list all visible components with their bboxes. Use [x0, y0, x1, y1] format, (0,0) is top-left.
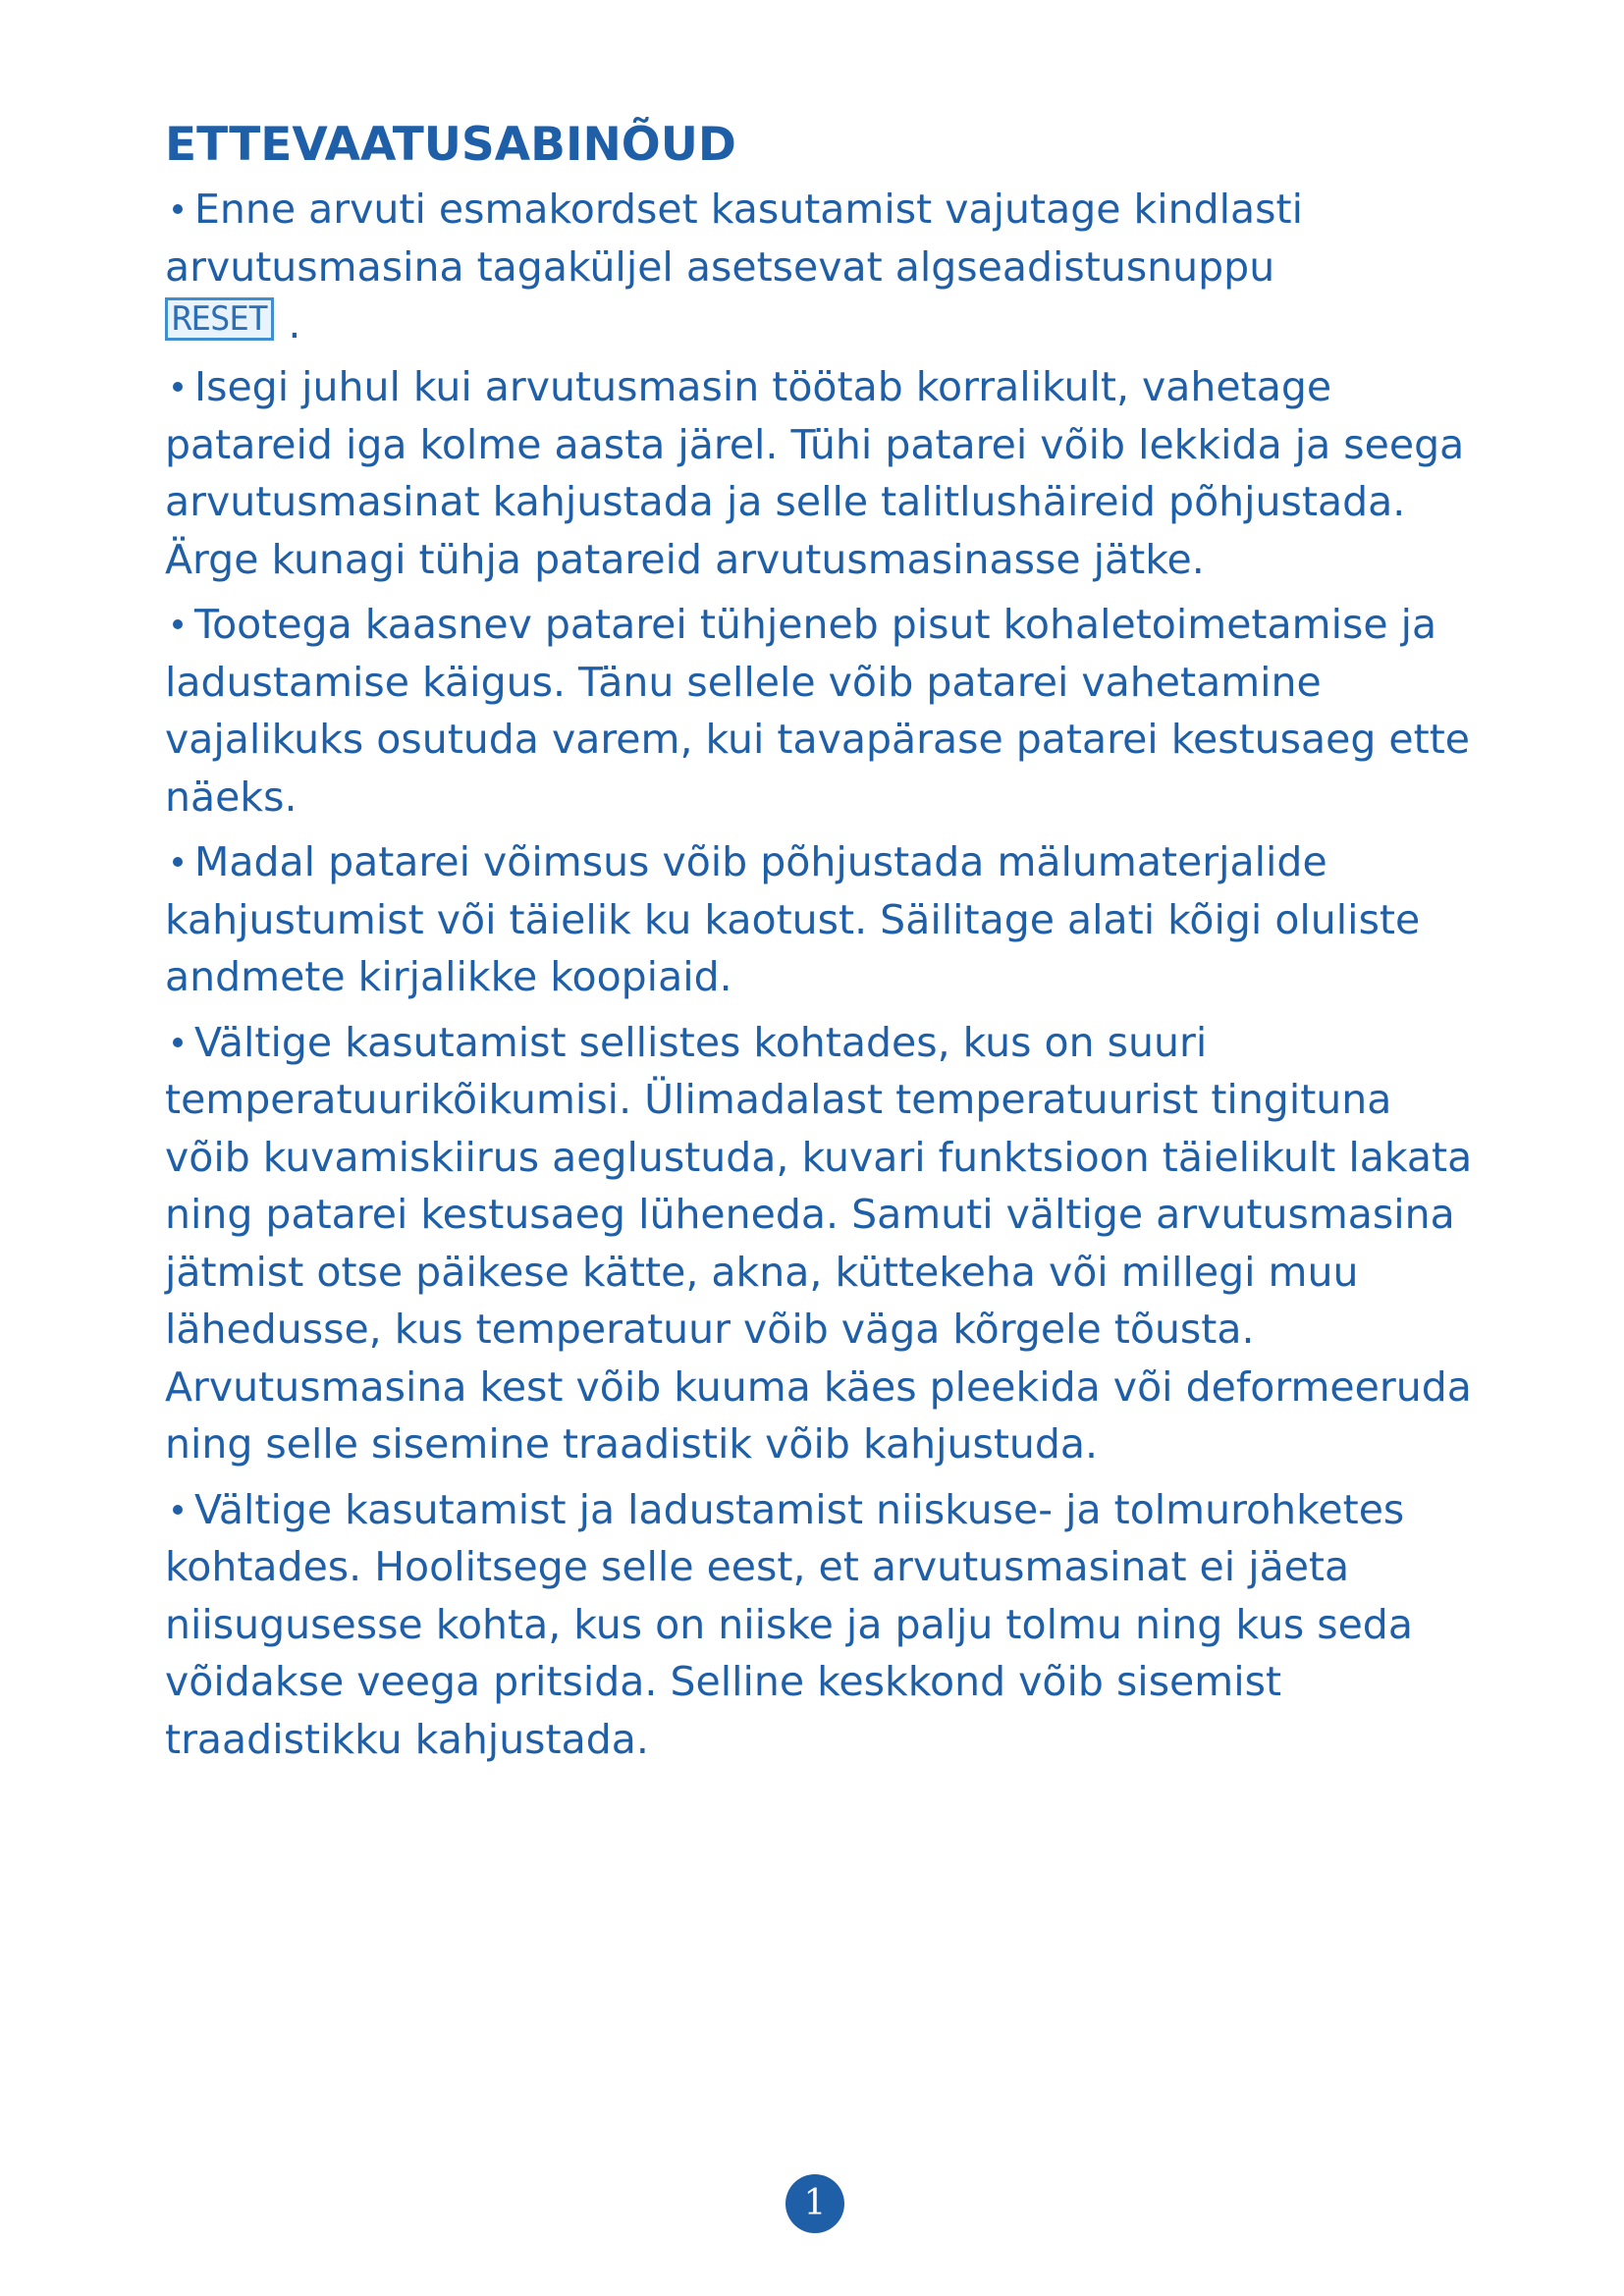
list-item: [165, 181, 1481, 350]
list-item: [165, 596, 1481, 826]
list-item: [165, 1481, 1481, 1769]
bullet-icon: [173, 1505, 183, 1515]
list-item-text: Tootega kaasnev patarei tühjeneb pisut kohaletoimetamise ja ladustamise käigus. Tänu sellele võib patarei vahetamine vajalikuks osutuda varem, kui tavapärase patarei kestusaeg ette näeks.: [165, 601, 1471, 821]
reset-line: [165, 297, 1481, 350]
list-item-text: Madal patarei võimsus võib põhjustada mälumaterjalide kahjustumist või täielik ku kaotust. Säilitage alati kõigi oluliste andmete kirjalikke koopiaid.: [165, 838, 1421, 1000]
page-title: ETTEVAATUSABINÕUD: [165, 118, 736, 172]
page-content: [165, 116, 1481, 1776]
bullet-icon: [173, 1038, 183, 1047]
list-item-text: Isegi juhul kui arvutusmasin töötab korralikult, vahetage patareid iga kolme aasta järel. Tühi patarei võib lekkida ja seega arvutusmasinat kahjustada ja selle talitlushäireid põhjustada. Ärge kunagi tühja patareid arvutusmasinasse jätke.: [165, 363, 1465, 583]
reset-suffix: .: [288, 300, 301, 347]
bullet-icon: [173, 619, 183, 629]
list-item-text: Vältige kasutamist ja ladustamist niiskuse- ja tolmurohketes kohtades. Hoolitsege selle eest, et arvutusmasinat ei jäeta niisugusesse kohta, kus on niiske ja palju tolmu ning kus seda võidakse veega pritsida. Selline keskkond võib sisemist traadistikku kahjustada.: [165, 1485, 1413, 1763]
bullet-icon: [173, 204, 183, 214]
list-item: [165, 358, 1481, 588]
precautions-list: [165, 181, 1481, 1768]
bullet-icon: [173, 857, 183, 867]
list-item-text: Vältige kasutamist sellistes kohtades, kus on suuri temperatuurikõikumisi. Ülimadalast temperatuurist tingituna võib kuvamiskiirus aeglustuda, kuvari funktsioon täielikult lakata ning patarei kestusaeg lüheneda. Samuti vältige arvutusmasina jätmist otse päikese kätte, akna, küttekeha või millegi muu lähedusse, kus temperatuur võib väga kõrgele tõusta. Arvutusmasina kest võib kuuma käes pleekida või deformeeruda ning selle sisemine traadistik võib kahjustuda.: [165, 1018, 1473, 1468]
bullet-icon: [173, 382, 183, 392]
page-number-badge: 1: [785, 2174, 844, 2233]
list-item: [165, 1014, 1481, 1473]
reset-button-icon: RESET: [165, 297, 274, 341]
list-item: [165, 833, 1481, 1006]
list-item-text: Enne arvuti esmakordset kasutamist vajutage kindlasti arvutusmasina tagaküljel asetsevat algseadistusnuppu: [165, 186, 1303, 291]
